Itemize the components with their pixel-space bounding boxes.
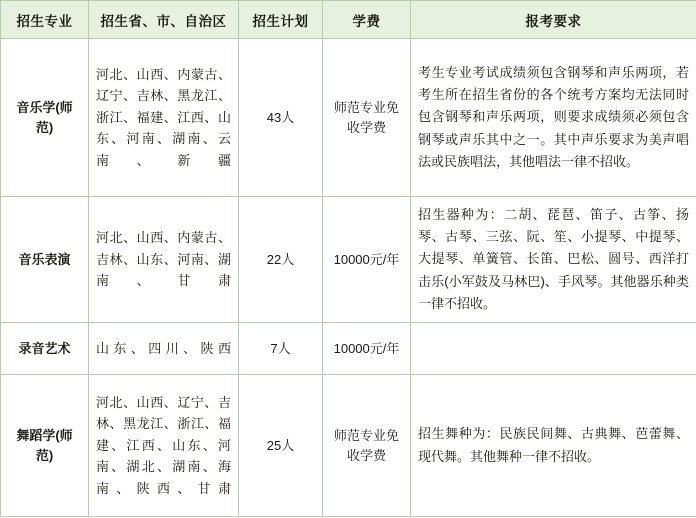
cell-major: 音乐学(师范) bbox=[1, 39, 89, 197]
column-header-region: 招生省、市、自治区 bbox=[89, 1, 239, 39]
cell-region: 河北、山西、内蒙古、吉林、山东、河南、湖南、甘肃 bbox=[89, 197, 239, 323]
cell-region: 山东、四川、陕西 bbox=[89, 323, 239, 375]
column-header-major: 招生专业 bbox=[1, 1, 89, 39]
cell-requirement: 招生舞种为：民族民间舞、古典舞、芭蕾舞、现代舞。其他舞种一律不招收。 bbox=[411, 375, 696, 517]
table-row bbox=[1, 39, 696, 197]
cell-requirement: 考生专业考试成绩须包含钢琴和声乐两项，若考生所在招生省份的各个统考方案均无法同时包含钢琴和声乐两项，则要求成绩须必须包含钢琴或声乐其中之一。其中声乐要求为美声唱法或民族唱法，其他唱法一律不招收。 bbox=[411, 39, 696, 197]
table-row bbox=[1, 323, 696, 375]
cell-major: 音乐表演 bbox=[1, 197, 89, 323]
table-body bbox=[1, 39, 696, 517]
cell-fee: 师范专业免收学费 bbox=[323, 375, 411, 517]
cell-requirement: 招生器种为：二胡、琵琶、笛子、古筝、扬琴、古琴、三弦、阮、笙、小提琴、中提琴、大提琴、单簧管、长笛、巴松、圆号、西洋打击乐(小军鼓及马林巴)、手风琴。其他器乐种类一律不招收。 bbox=[411, 197, 696, 323]
cell-plan: 7人 bbox=[239, 323, 323, 375]
cell-fee: 师范专业免收学费 bbox=[323, 39, 411, 197]
column-header-requirement: 报考要求 bbox=[411, 1, 696, 39]
column-header-fee: 学费 bbox=[323, 1, 411, 39]
table-header-row bbox=[1, 1, 696, 39]
cell-region: 河北、山西、内蒙古、辽宁、吉林、黑龙江、浙江、福建、江西、山东、河南、湖南、云南、新疆 bbox=[89, 39, 239, 197]
table-row bbox=[1, 197, 696, 323]
cell-plan: 22人 bbox=[239, 197, 323, 323]
cell-plan: 25人 bbox=[239, 375, 323, 517]
cell-fee: 10000元/年 bbox=[323, 197, 411, 323]
cell-major: 舞蹈学(师范) bbox=[1, 375, 89, 517]
cell-fee: 10000元/年 bbox=[323, 323, 411, 375]
column-header-plan: 招生计划 bbox=[239, 1, 323, 39]
cell-requirement bbox=[411, 323, 696, 375]
table-row bbox=[1, 375, 696, 517]
table-header bbox=[1, 1, 696, 39]
cell-plan: 43人 bbox=[239, 39, 323, 197]
cell-major: 录音艺术 bbox=[1, 323, 89, 375]
cell-region: 河北、山西、辽宁、吉林、黑龙江、浙江、福建、江西、山东、河南、湖北、湖南、海南、陕西、甘肃 bbox=[89, 375, 239, 517]
